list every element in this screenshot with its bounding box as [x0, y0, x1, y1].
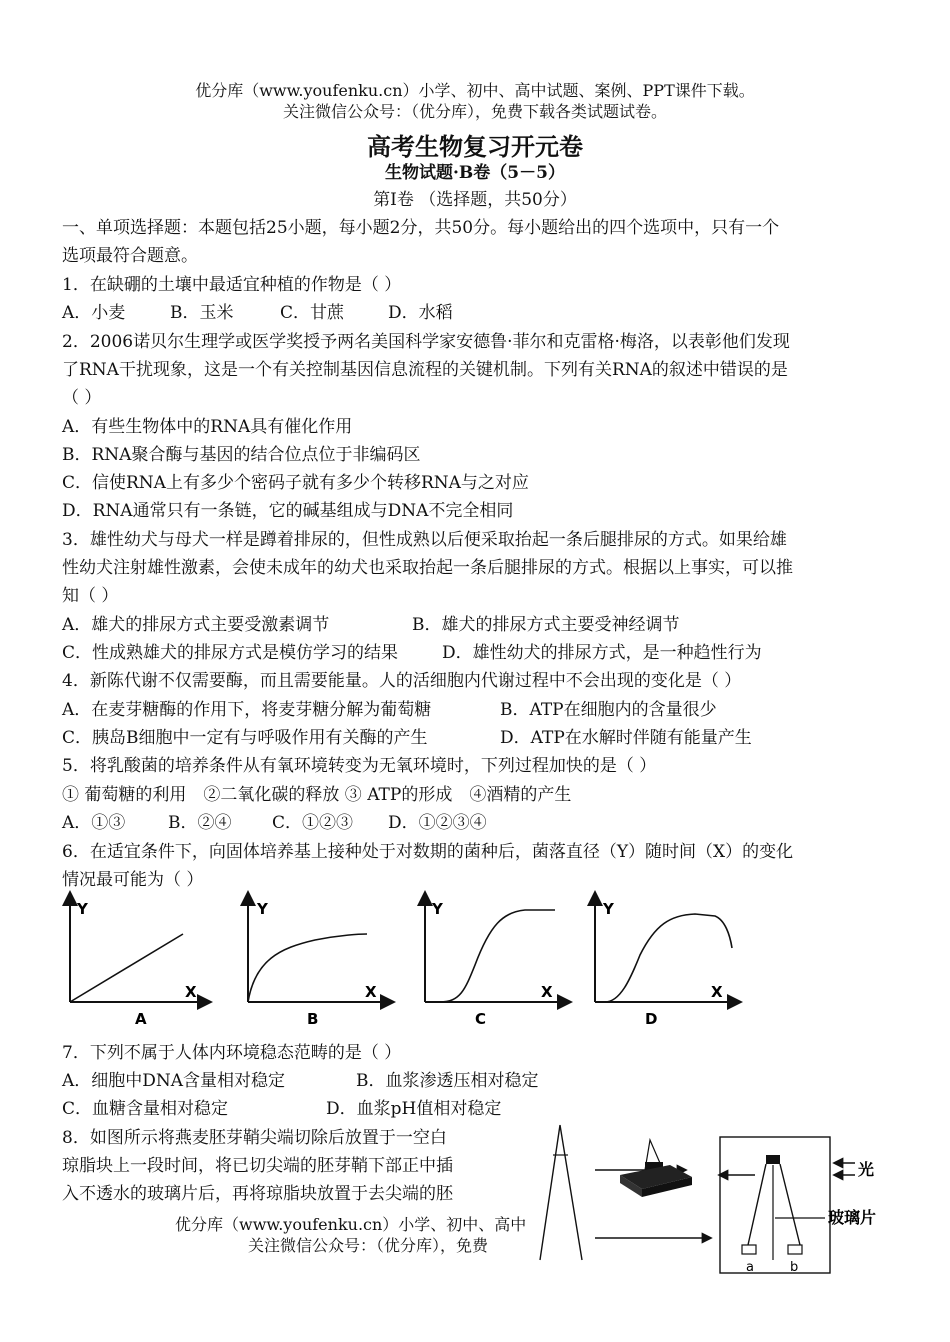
q2-option-b: B．RNA聚合酶与基因的结合位点位于非编码区 [62, 445, 421, 465]
q5-stem: 5．将乳酸菌的培养条件从有氧环境转变为无氧环境时，下列过程加快的是（ ） [62, 756, 657, 776]
q1-option-a: A．小麦 [62, 303, 126, 323]
q7-option-a: A．细胞中DNA含量相对稳定 [62, 1071, 286, 1091]
graph-b [248, 898, 388, 1028]
tip-on-agar-block [620, 1140, 692, 1197]
section-line-2: 选项最符合题意。 [62, 246, 198, 266]
q7-option-c: C．血糖含量相对稳定 [62, 1099, 229, 1119]
header-line-1: 优分库（www.youfenku.cn）小学、初中、高中试题、案例、PPT课件下载。 [195, 81, 755, 100]
q4-stem: 4．新陈代谢不仅需要酶，而且需要能量。人的活细胞内代谢过程中不会出现的变化是（ ） [62, 671, 742, 691]
q2-line-1: 2．2006诺贝尔生理学或医学奖授予两名美国科学家安德鲁·菲尔和克雷格·梅洛，以表彰他们发现 [62, 332, 790, 352]
q3-line-1: 3．雄性幼犬与母犬一样是蹲着排尿的，但性成熟以后便采取抬起一条后腿排尿的方式。如果给雄 [62, 530, 787, 550]
graph-c-y-label: Y [432, 900, 443, 918]
q8-line-2: 琼脂块上一段时间，将已切尖端的胚芽鞘下部正中插 [62, 1156, 453, 1176]
q5-items: ① 葡萄糖的利用 ②二氧化碳的释放 ③ ATP的形成 ④酒精的产生 [62, 785, 572, 805]
q3-option-c: C．性成熟雄犬的排尿方式是模仿学习的结果 [62, 643, 399, 663]
q8-line-3: 入不透水的玻璃片后，再将琼脂块放置于去尖端的胚 [62, 1184, 453, 1204]
graph-d-label: D [645, 1010, 658, 1028]
q6-line-1: 6．在适宜条件下，向固体培养基上接种处于对数期的菌种后，菌落直径（Y）随时间（X）的变化 [62, 842, 794, 862]
q4-option-d: D．ATP在水解时伴随有能量产生 [500, 728, 752, 748]
q3-option-d: D．雄性幼犬的排尿方式，是一种趋性行为 [442, 643, 762, 663]
graph-d-y-label: Y [603, 900, 614, 918]
q6-graphs [55, 890, 755, 1030]
graph-a-curve [70, 934, 183, 1002]
graph-b-x-label: X [365, 983, 377, 1001]
q5-option-d: D．①②③④ [388, 813, 487, 833]
q8-line-1: 8．如图所示将燕麦胚芽鞘尖端切除后放置于一空白 [62, 1128, 447, 1148]
graph-a [70, 898, 205, 1028]
q5-option-a: A．①③ [62, 813, 126, 833]
glass-label: 玻璃片 [828, 1208, 877, 1227]
q5-option-b: B．②④ [168, 813, 232, 833]
header-line-2: 关注微信公众号：（优分库），免费下载各类试题试卷。 [282, 102, 667, 121]
q7-option-b: B．血浆渗透压相对稳定 [356, 1071, 539, 1091]
graph-c [425, 898, 565, 1028]
graph-a-label: A [135, 1010, 147, 1028]
q3-line-2: 性幼犬注射雄性激素，会使未成年的幼犬也采取抬起一条后腿排尿的方式。根据以上事实，可以推 [62, 558, 793, 578]
q2-option-a: A．有些生物体中的RNA具有催化作用 [62, 417, 353, 437]
graph-b-label: B [307, 1010, 319, 1028]
footer-line-2: 关注微信公众号：（优分库），免费 [248, 1236, 489, 1255]
q3-option-b: B．雄犬的排尿方式主要受神经调节 [412, 615, 680, 635]
graph-b-y-label: Y [257, 900, 268, 918]
label-a: a [746, 1260, 754, 1275]
exam-subtitle: 生物试题·B卷（5－5） [385, 163, 565, 183]
q5-option-c: C．①②③ [272, 813, 354, 833]
q4-option-c: C．胰岛B细胞中一定有与呼吸作用有关酶的产生 [62, 728, 428, 748]
q4-option-a: A．在麦芽糖酶的作用下，将麦芽糖分解为葡萄糖 [62, 700, 432, 720]
part-heading: 第Ⅰ卷 （选择题，共50分） [373, 190, 577, 210]
q4-option-b: B．ATP在细胞内的含量很少 [500, 700, 717, 720]
q2-option-c: C．信使RNA上有多少个密码子就有多少个转移RNA与之对应 [62, 473, 529, 493]
q3-line-3: 知（ ） [62, 586, 119, 606]
q3-option-a: A．雄犬的排尿方式主要受激素调节 [62, 615, 330, 635]
q1-option-b: B．玉米 [170, 303, 234, 323]
graph-a-x-label: X [185, 983, 197, 1001]
label-b: b [790, 1260, 799, 1275]
q1-option-d: D．水稻 [388, 303, 453, 323]
light-label: 光 [858, 1160, 875, 1179]
q2-line-3: （ ） [62, 388, 102, 408]
q7-option-d: D．血浆pH值相对稳定 [326, 1099, 502, 1119]
graph-c-x-label: X [541, 983, 553, 1001]
q8-diagram [520, 1115, 940, 1280]
exam-title: 高考生物复习开元卷 [367, 132, 583, 161]
q2-option-d: D．RNA通常只有一条链，它的碱基组成与DNA不完全相同 [62, 501, 514, 521]
graph-a-y-label: Y [77, 900, 88, 918]
q2-line-2: 了RNA干扰现象，这是一个有关控制基因信息流程的关键机制。下列有关RNA的叙述中错误的是 [62, 360, 788, 380]
glass-plate-setup [720, 1137, 830, 1275]
graph-d [595, 898, 735, 1028]
q1-option-c: C．甘蔗 [280, 303, 345, 323]
q7-stem: 7．下列不属于人体内环境稳态范畴的是（ ） [62, 1043, 402, 1063]
graph-c-label: C [475, 1010, 487, 1028]
q1-stem: 1．在缺硼的土壤中最适宜种植的作物是（ ） [62, 275, 402, 295]
graph-c-curve [440, 910, 555, 1002]
section-line-1: 一、单项选择题：本题包括25小题，每小题2分，共50分。每小题给出的四个选项中，只有一个 [62, 218, 780, 238]
coleoptile-shape [540, 1125, 582, 1260]
graph-b-curve [248, 934, 367, 1002]
q6-line-2: 情况最可能为（ ） [62, 870, 204, 890]
footer-line-1: 优分库（www.youfenku.cn）小学、初中、高中 [175, 1215, 527, 1234]
graph-d-x-label: X [711, 983, 723, 1001]
